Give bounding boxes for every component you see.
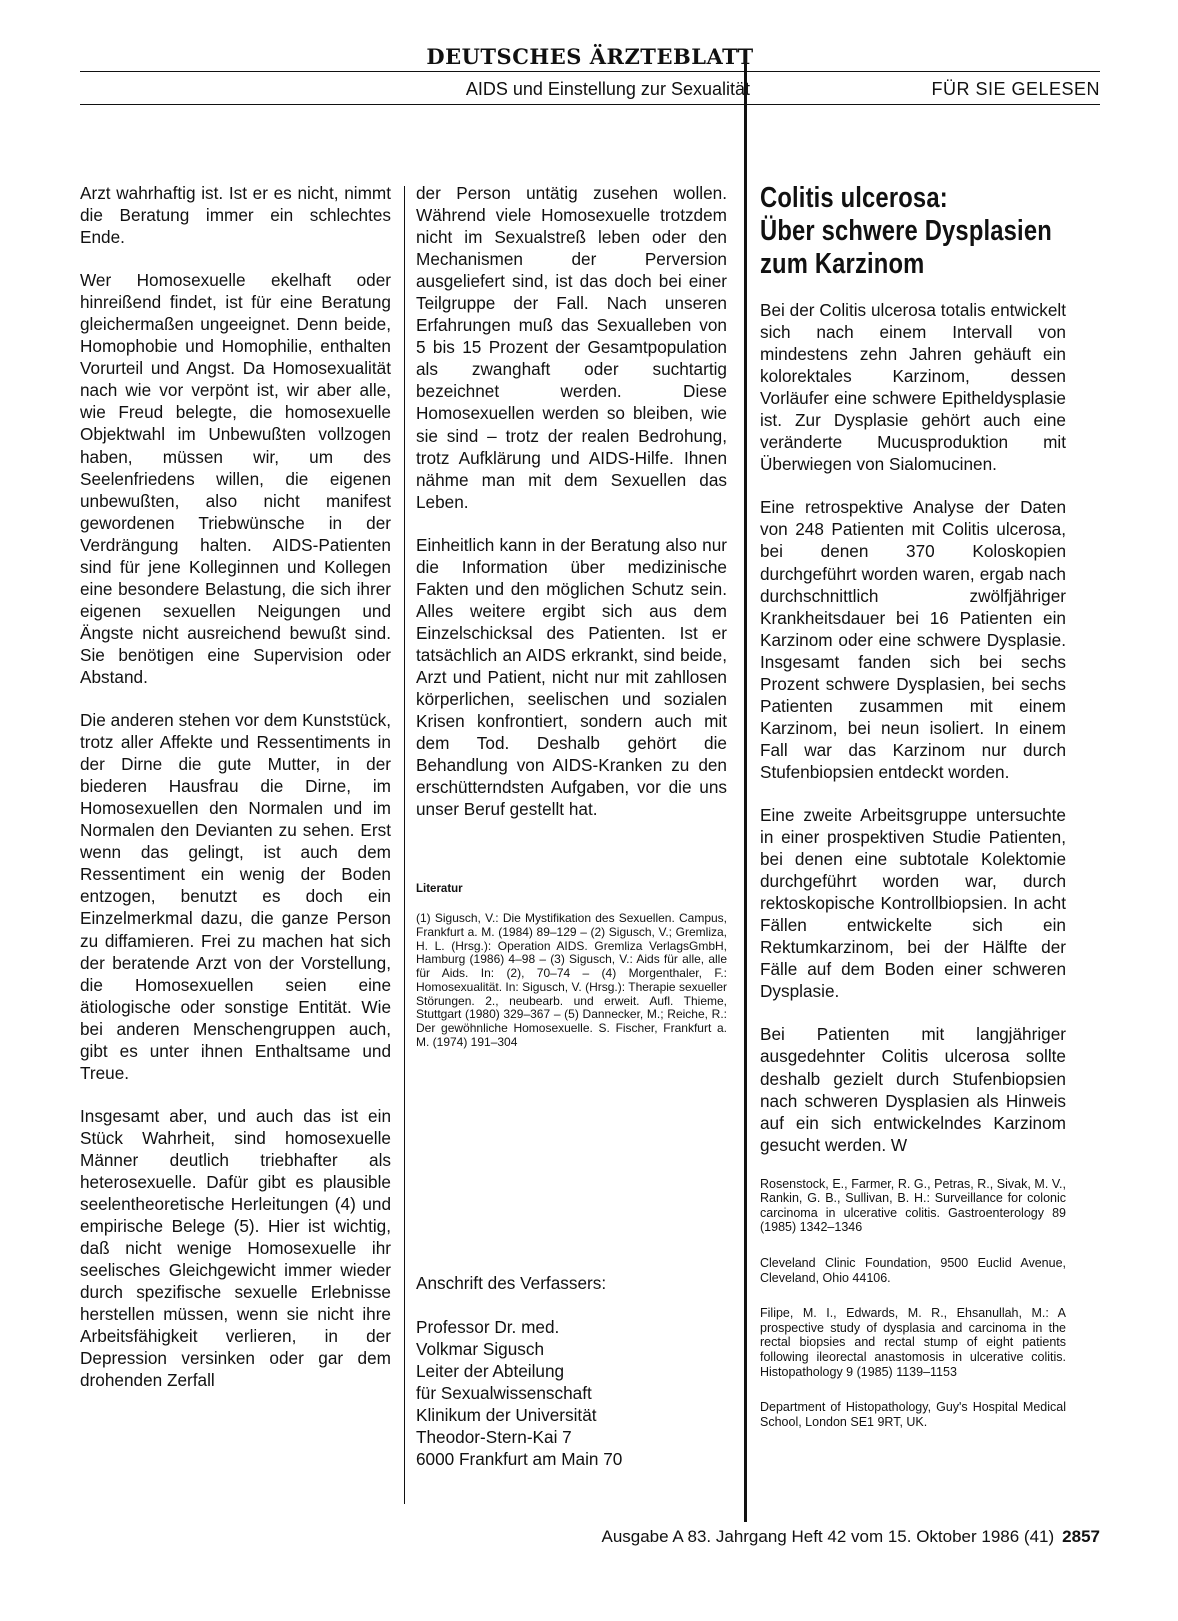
rubric-label: FÜR SIE GELESEN: [931, 79, 1100, 99]
address-line: Professor Dr. med.: [416, 1317, 560, 1338]
author-address: [416, 1272, 727, 1470]
column-3: [760, 182, 1066, 1450]
address-heading: Anschrift des Verfassers:: [416, 1273, 607, 1293]
headline-line: Colitis ulcerosa:: [760, 182, 948, 214]
edition-info: Ausgabe A 83. Jahrgang Heft 42 vom 15. Oktober 1986 (41): [601, 1527, 1055, 1546]
body-paragraph: Bei Patienten mit langjähriger ausgedehnter Colitis ulcerosa sollte deshalb gezielt durch Stufenbiopsien nach schweren Dysplasien als Hinweis auf ein sich entwickelndes Karzinom gesucht werden. W: [760, 1024, 1066, 1155]
body-paragraph: Arzt wahrhaftig ist. Ist er es nicht, nimmt die Beratung immer ein schlechtes Ende.: [80, 183, 391, 248]
body-paragraph: Bei der Colitis ulcerosa totalis entwickelt sich nach einem Intervall von mindestens zehn Jahren gehäuft ein kolorektales Karzinom, dessen Vorläufer eine schwere Epitheldysplasie ist. Zur Dysplasie gehört auch eine veränderte Mucusproduktion mit Überwiegen von Sialomucinen.: [760, 300, 1066, 475]
body-paragraph: Wer Homosexuelle ekelhaft oder hinreißend findet, ist für eine Beratung gleichermaßen ungeeignet. Denn beide, Homophobie und Homophilie, enthalten Vorurteil und Angst. Da Homosexualität nach wie vor verpönt ist, wir aber alle, wie Freud belegte, die homosexuelle Objektwahl im Unbewußten vollzogen haben, müssen wir, um des Seelenfriedens willen, die eigenen unbewußten, also nicht manifest gewordenen Triebwünsche in der Verdrängung halten. AIDS-Patienten sind für jene Kolleginnen und Kollegen eine besondere Belastung, die sich ihrer eigenen sexuellen Neigungen und Ängste nicht ausreichend bewußt sind. Sie benötigen eine Supervision oder Abstand.: [80, 270, 391, 687]
journal-title: DEUTSCHES ÄRZTEBLATT: [426, 44, 754, 69]
page-number: 2857: [1062, 1527, 1100, 1546]
section-divider: [744, 62, 747, 1522]
body-paragraph: Die anderen stehen vor dem Kunststück, trotz aller Affekte und Ressentiments in der Dirne die gute Mutter, in der biederen Hausfrau die Dirne, im Homosexuellen den Normalen und im Normalen den Devianten zu sehen. Erst wenn das gelingt, ist auch dem Ressentiment ein wenig der Boden entzogen, benutzt es doch ein Einzelmerkmal dazu, die ganze Person zu diffamieren. Frei zu machen hat sich der beratende Arzt von der Vorstellung, die Homosexuellen seien eine ätiologische oder sonstige Entität. Wie bei anderen Menschengruppen auch, gibt es unter ihnen Enthaltsame und Treue.: [80, 710, 391, 1083]
body-paragraph: Eine retrospektive Analyse der Daten von 248 Patienten mit Colitis ulcerosa, bei denen 370 Koloskopien durchgeführt worden waren, ergab nach durchschnittlich zwölfjähriger Krankheitsdauer bei 16 Patienten ein Karzinom oder eine schwere Dysplasie. Insgesamt fanden sich bei sechs Prozent schwere Dysplasien, bei sechs Patienten zusammen mit einem Karzinom, bei neun isoliert. In einem Fall war das Karzinom nur durch Stufenbiopsien entdeckt worden.: [760, 497, 1066, 782]
column-divider: [404, 186, 405, 1504]
reference-item: Filipe, M. I., Edwards, M. R., Ehsanullah, M.: A prospective study of dysplasia and carcinoma in the rectal biopsies and rectal stump of eight patients following ileorectal anastomosis in ulcerative colitis. Histopathology 9 (1985) 1139–1153: [760, 1306, 1066, 1379]
section-title: AIDS und Einstellung zur Sexualität: [465, 79, 750, 99]
address-line: Theodor-Stern-Kai 7: [416, 1427, 572, 1448]
masthead-rule: [80, 71, 1100, 72]
address-line: Volkmar Sigusch: [416, 1339, 545, 1360]
reference-item: Cleveland Clinic Foundation, 9500 Euclid Avenue, Cleveland, Ohio 44106.: [760, 1256, 1066, 1285]
literature-heading: Literatur: [416, 883, 463, 896]
body-paragraph: der Person untätig zusehen wollen. Während viele Homosexuelle trotzdem nicht im Sexualstreß leben oder den Mechanismen der Perversion ausgeliefert sind, ist das doch bei einer Teilgruppe der Fall. Nach unseren Erfahrungen muß das Sexualleben von 5 bis 15 Prozent der Gesamtpopulation als zwanghaft oder suchtartig bezeichnet werden. Diese Homosexuellen werden so bleiben, wie sie sind – trotz der realen Bedrohung, trotz Aufklärung und AIDS-Hilfe. Ihnen nähme man mit dem Sexuellen das Leben.: [416, 183, 727, 512]
headline-line: zum Karzinom: [760, 248, 925, 280]
body-paragraph: Insgesamt aber, und auch das ist ein Stück Wahrheit, sind homosexuelle Männer deutlich triebhafter als heterosexuelle. Dafür gibt es plausible seelentheoretische Herleitungen (4) und empirische Belege (5). Hier ist wichtig, daß nicht wenige Homosexuelle ihr seelisches Gleichgewicht immer wieder durch spezifische sexuelle Erlebnisse herstellen müssen, wenn sie nicht ihre Arbeitsfähigkeit verlieren, in der Depression versinken oder gar dem drohenden Zerfall: [80, 1105, 391, 1391]
references: [760, 1177, 1066, 1430]
article-headline: [760, 182, 1063, 281]
masthead: [80, 44, 1100, 104]
reference-item: Rosenstock, E., Farmer, R. G., Petras, R., Sivak, M. V., Rankin, G. B., Sullivan, B. H.: Surveillance for colonic carcinoma in ulcerative colitis. Gastroenterology 89 (1985) 1342–1346: [760, 1176, 1066, 1235]
column-1: [80, 182, 391, 1412]
address-line: Leiter der Abteilung: [416, 1361, 565, 1382]
header-bottom-rule: [80, 104, 1100, 105]
body-paragraph: Einheitlich kann in der Beratung also nur die Information über medizinische Fakten und den möglichen Schutz sein. Alles weitere ergibt sich aus dem Einzelschicksal des Patienten. Ist er tatsächlich an AIDS erkrankt, sind beide, Arzt und Patient, nicht nur mit zahllosen körperlichen, seelischen und sozialen Krisen konfrontiert, sondern auch mit dem Tod. Deshalb gehört die Behandlung von AIDS-Kranken zu den erschütterndsten Aufgaben, vor die uns unser Beruf gestellt hat.: [416, 534, 727, 820]
address-line: 6000 Frankfurt am Main 70: [416, 1449, 623, 1470]
literature-list: (1) Sigusch, V.: Die Mystifikation des Sexuellen. Campus, Frankfurt a. M. (1984) 89–129 – (2) Sigusch, V.; Gremliza, H. L. (Hrsg.): Operation AIDS. Gremliza VerlagsGmbH, Hamburg (1986) 4–98 – (3) Sigusch, V.: Aids für alle, alle für Aids. In: (2), 70–74 – (4) Morgenthaler, F.: Homosexualität. In: Sigusch, V. (Hrsg.): Therapie sexueller Störungen. 2., neubearb. und erweit. Aufl. Thieme, Stuttgart (1980) 329–367 – (5) Dannecker, M.; Reiche, R.: Der gewöhnliche Homosexuelle. S. Fischer, Frankfurt a. M. (1974) 191–304: [416, 911, 727, 1049]
address-line: Klinikum der Universität: [416, 1405, 597, 1426]
body-paragraph: Eine zweite Arbeitsgruppe untersuchte in einer prospektiven Studie Patienten, bei denen eine subtotale Kolektomie durchgeführt worden war, durch rektoskopische Kontrollbiopsien. In acht Fällen entwickelte sich ein Rektumkarzinom, bei der Hälfte der Fälle auf dem Boden einer schweren Dysplasie.: [760, 804, 1066, 1002]
address-line: für Sexualwissenschaft: [416, 1383, 592, 1404]
column-2: [416, 182, 727, 1070]
page-footer: [80, 1527, 1100, 1547]
reference-item: Department of Histopathology, Guy's Hospital Medical School, London SE1 9RT, UK.: [760, 1400, 1066, 1429]
headline-line: Über schwere Dysplasien: [760, 215, 1052, 247]
